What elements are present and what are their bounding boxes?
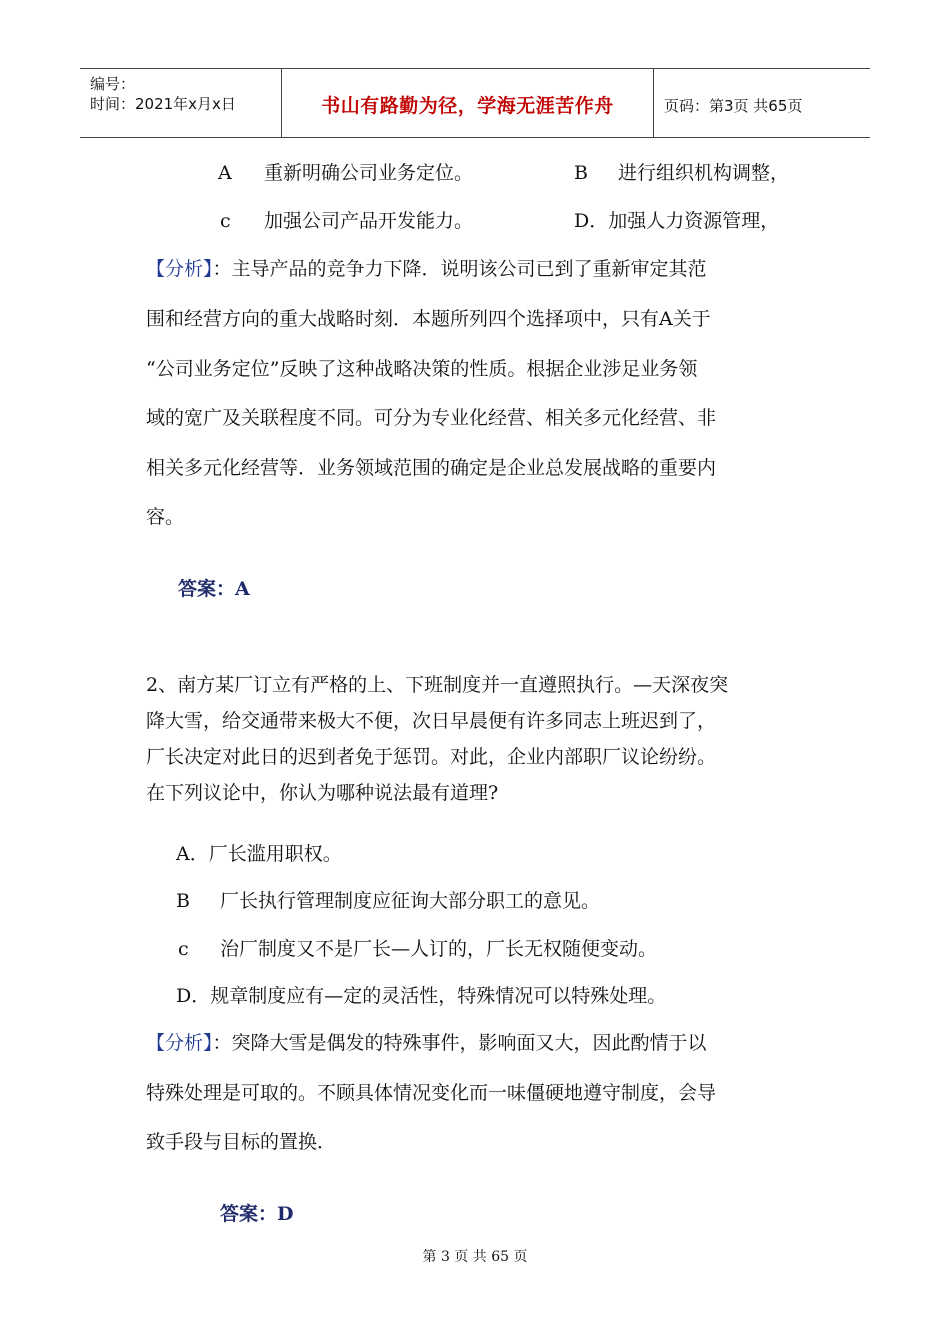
document-number-label: 编号： bbox=[90, 75, 136, 93]
header-motto-cell bbox=[282, 69, 654, 137]
q1-analysis-line: 围和经营方向的重大战略时刻．本题所列四个选择项中，只有A关于 bbox=[146, 308, 711, 330]
q2-option-b-letter: B bbox=[176, 890, 190, 912]
header-meta-cell bbox=[80, 69, 282, 137]
q1-option-b-letter: B bbox=[574, 162, 588, 184]
page-header bbox=[80, 68, 870, 138]
header-page-cell bbox=[654, 69, 870, 137]
q2-option-c-text: 治厂制度又不是厂长—人订的，厂长无权随便变动。 bbox=[220, 938, 658, 960]
q1-analysis-tag: 【分析】 bbox=[146, 258, 213, 280]
q1-analysis-line bbox=[146, 256, 707, 282]
page-footer-number: 第 3 页 共 65 页 bbox=[422, 1249, 528, 1265]
q2-option-b-text: 厂长执行管理制度应征询大部分职工的意见。 bbox=[220, 890, 601, 912]
header-motto: 书山有路勤为径，学海无涯苦作舟 bbox=[321, 95, 614, 117]
q2-analysis-line: 特殊处理是可取的。不顾具体情况变化而一味僵硬地遵守制度，会导 bbox=[146, 1082, 717, 1104]
q1-analysis-text: ：主导产品的竞争力下降．说明该公司已到了重新审定其范 bbox=[212, 258, 707, 280]
q1-option-d-text: D．加强人力资源管理， bbox=[574, 210, 780, 232]
q1-analysis-line: 相关多元化经营等．业务领域范围的确定是企业总发展战略的重要内 bbox=[146, 457, 717, 479]
q1-analysis-line: 容。 bbox=[146, 506, 185, 528]
q1-analysis-line: “公司业务定位”反映了这种战略决策的性质。根据企业涉足业务领 bbox=[146, 358, 698, 380]
q2-question-line: 降大雪，给交通带来极大不便，次日早晨便有许多同志上班迟到了， bbox=[146, 710, 717, 732]
q2-option-d-text: D．规章制度应有—定的灵活性，特殊情况可以特殊处理。 bbox=[176, 985, 667, 1007]
q2-analysis-text: ：突降大雪是偶发的特殊事件，影响面又大，因此酌情于以 bbox=[212, 1032, 707, 1054]
q2-option-a-text: A．厂长滥用职权。 bbox=[176, 843, 342, 865]
q2-question-line: 2、南方某厂订立有严格的上、下班制度并一直遵照执行。—天深夜突 bbox=[146, 674, 729, 696]
q1-option-c-letter: c bbox=[220, 210, 231, 232]
q2-question-line: 厂长决定对此日的迟到者免于惩罚。对此，企业内部职厂议论纷纷。 bbox=[146, 746, 717, 768]
q2-analysis-line: 致手段与目标的置换． bbox=[146, 1131, 337, 1153]
q2-analysis-line bbox=[146, 1030, 707, 1056]
q1-option-a-text: 重新明确公司业务定位。 bbox=[264, 162, 474, 184]
q1-option-b-text: 进行组织机构调整， bbox=[618, 162, 790, 184]
q2-question-line: 在下列议论中，你认为哪种说法最有道理? bbox=[146, 782, 499, 804]
q2-answer: 答案：D bbox=[220, 1203, 294, 1225]
q2-option-c-letter: c bbox=[178, 938, 189, 960]
q1-analysis-line: 域的宽广及关联程度不同。可分为专业化经营、相关多元化经营、非 bbox=[146, 407, 717, 429]
q1-answer: 答案：A bbox=[178, 578, 250, 600]
q2-analysis-tag: 【分析】 bbox=[146, 1032, 213, 1054]
document-time-label: 时间：2021年x月x日 bbox=[90, 95, 236, 113]
q1-option-c-text: 加强公司产品开发能力。 bbox=[264, 210, 474, 232]
header-page-number: 页码：第3页 共65页 bbox=[664, 97, 803, 115]
q1-option-a-letter: A bbox=[218, 162, 232, 184]
